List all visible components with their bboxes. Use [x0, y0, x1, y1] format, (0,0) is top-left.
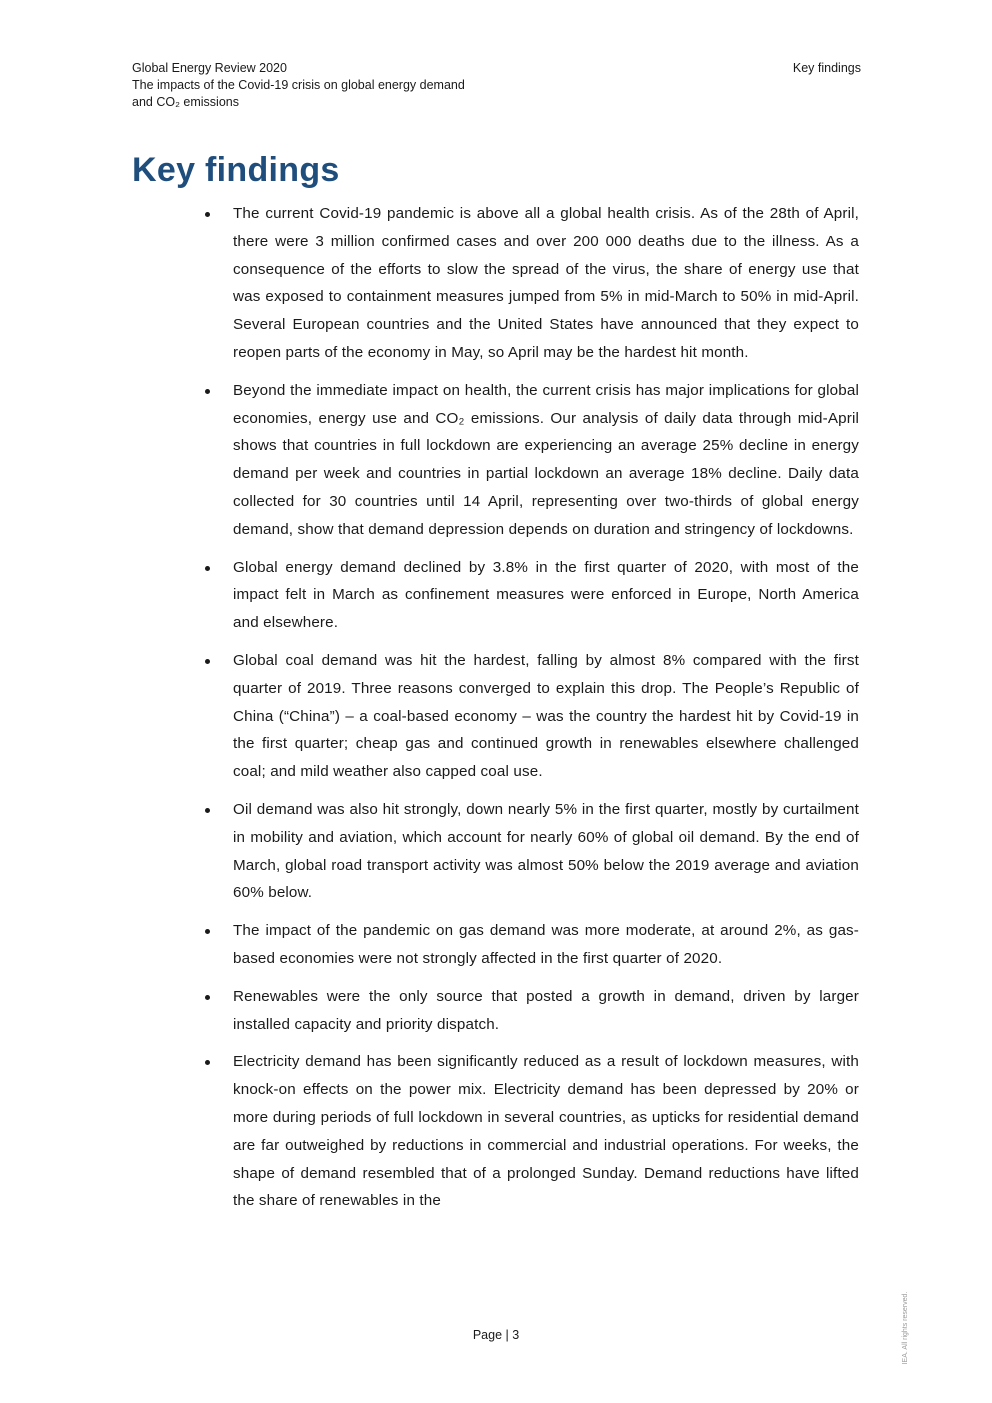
finding-text: Renewables were the only source that posted a growth in demand, driven by larger installed capacity and priority dispatch. — [233, 987, 859, 1033]
bullet-icon — [205, 995, 210, 1000]
running-header — [132, 60, 552, 111]
finding-text: Oil demand was also hit strongly, down nearly 5% in the first quarter, mostly by curtailment in mobility and aviation, which account for nearly 60% of global oil demand. By the end of March, global road transport activity was almost 50% below the 2019 average and aviation 60% below. — [233, 800, 859, 902]
finding-item — [205, 983, 859, 1039]
finding-item — [205, 796, 859, 907]
report-subtitle-line-1: The impacts of the Covid-19 crisis on global energy demand — [132, 78, 465, 92]
finding-item — [205, 200, 859, 367]
bullet-icon — [205, 929, 210, 934]
bullet-icon — [205, 808, 210, 813]
finding-item — [205, 917, 859, 973]
report-title: Global Energy Review 2020 — [132, 61, 287, 75]
finding-item — [205, 377, 859, 544]
page-title: Key findings — [132, 151, 340, 189]
bullet-icon — [205, 389, 210, 394]
copyright-note: IEA. All rights reserved. — [902, 1291, 909, 1365]
finding-text: Global energy demand declined by 3.8% in the first quarter of 2020, with most of the impact felt in March as confinement measures were enforced in Europe, North America and elsewhere. — [233, 558, 859, 632]
page-number: Page | 3 — [472, 1328, 520, 1342]
finding-text: The impact of the pandemic on gas demand was more moderate, at around 2%, as gas-based economies were not strongly affected in the first quarter of 2020. — [233, 922, 859, 967]
finding-text: Beyond the immediate impact on health, the current crisis has major implications for global economies, energy use and CO₂ emissions. Our analysis of daily data through mid-April shows that countries in full lockdown are experiencing an average 25% decline in energy demand per week and countries in partial lockdown an average 18% decline. Daily data collected for 30 countries until 14 April, representing over two-thirds of global energy demand, show that demand depression depends on duration and stringency of lockdowns. — [233, 381, 859, 538]
bullet-icon — [205, 659, 210, 664]
finding-item — [205, 1048, 859, 1215]
key-findings-list — [205, 200, 859, 1225]
finding-text: The current Covid-19 pandemic is above all a global health crisis. As of the 28th of April, there were 3 million confirmed cases and over 200 000 deaths due to the illness. As a consequence of the efforts to slow the spread of the virus, the share of energy use that was exposed to containment measures jumped from 5% in mid-March to 50% in mid-April. Several European countries and the United States have announced that they expect to reopen parts of the economy in May, so April may be the hardest hit month. — [233, 205, 859, 361]
finding-text: Global coal demand was hit the hardest, falling by almost 8% compared with the first quarter of 2019. Three reasons converged to explain this drop. The People’s Republic of China (“China”) – a coal-based economy – was the country the hardest hit by Covid-19 in the first quarter; cheap gas and continued growth in renewables elsewhere challenged coal; and mild weather also capped coal use. — [233, 651, 859, 781]
section-name: Key findings — [792, 61, 861, 75]
bullet-icon — [205, 1060, 210, 1065]
bullet-icon — [205, 212, 210, 217]
report-subtitle-line-2: and CO₂ emissions — [132, 95, 239, 109]
finding-item — [205, 554, 859, 637]
finding-text: Electricity demand has been significantly reduced as a result of lockdown measures, with knock-on effects on the power mix. Electricity demand has been depressed by 20% or more during periods of full lockdown in several countries, as upticks for residential demand are far outweighed by reductions in commercial and industrial operations. For weeks, the shape of demand resembled that of a prolonged Sunday. Demand reductions have lifted the share of renewables in the — [233, 1053, 859, 1210]
finding-item — [205, 647, 859, 786]
bullet-icon — [205, 566, 210, 571]
